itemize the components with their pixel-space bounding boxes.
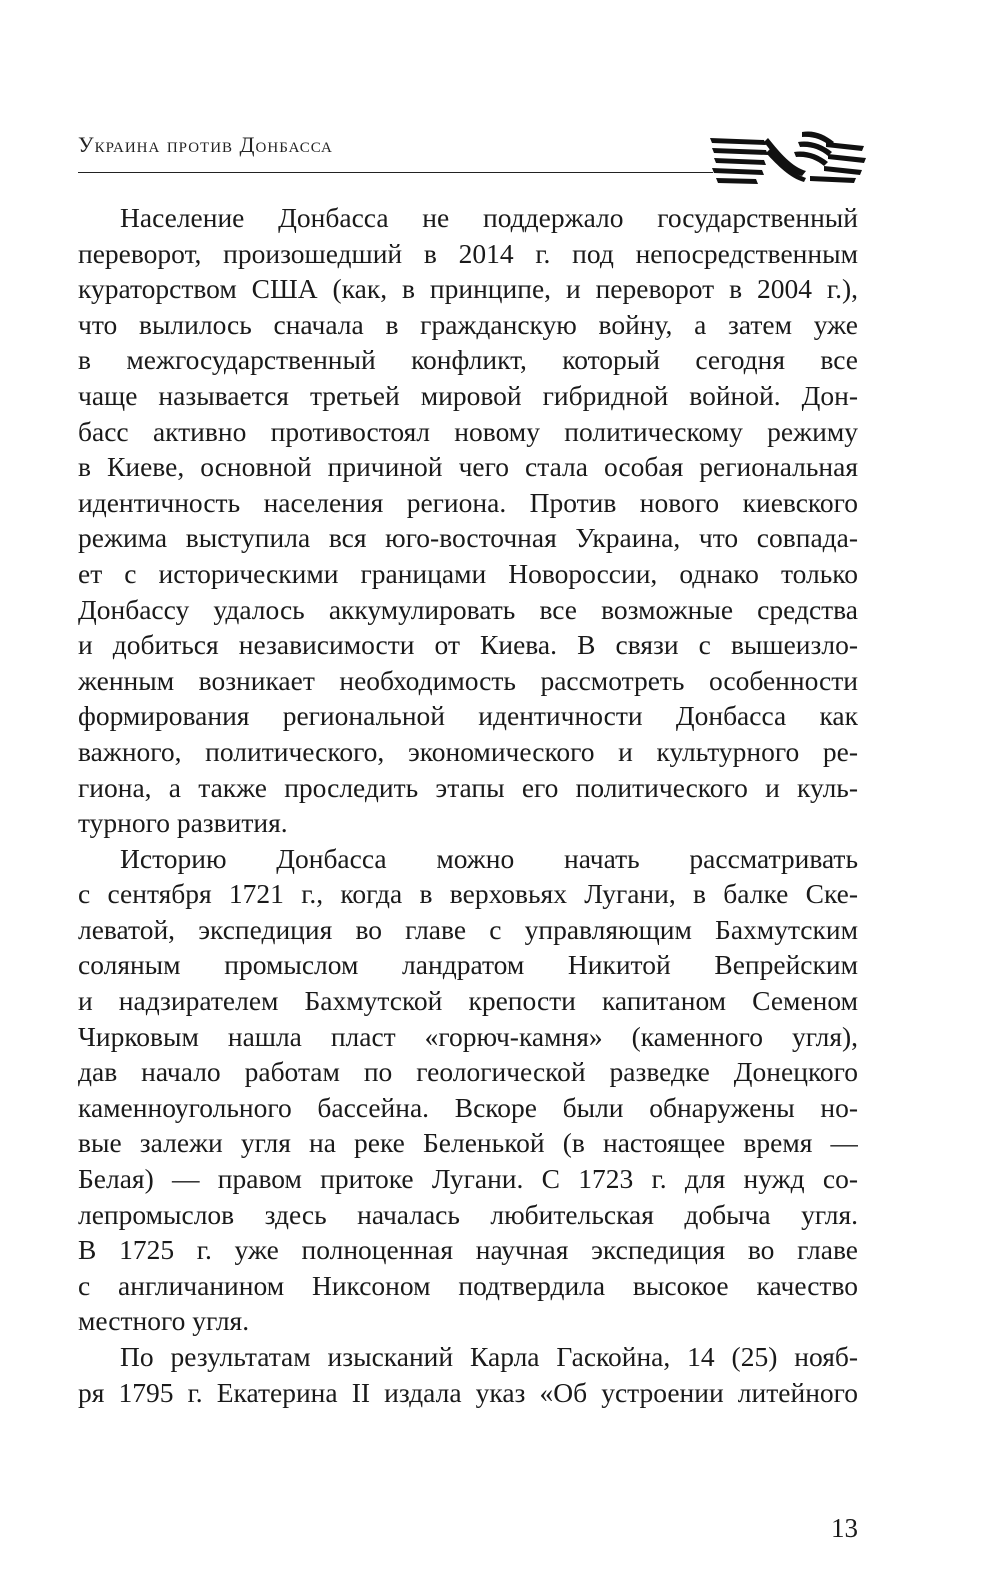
text-line: Население Донбасса не поддержало государственный [120,202,858,233]
text-line: переворот, произошедший в 2014 г. под непосредственным [78,237,858,269]
body-text [78,200,858,1410]
text-line: турного развития. [78,807,288,839]
text-line: дав начало работам по геологической разведке Донецкого [78,1056,858,1088]
text-line: формирования региональной идентичности Донбасса как [78,700,858,732]
text-line: леватой, экспедиция во главе с управляющим Бахмутским [78,913,858,945]
text-line: и добиться независимости от Киева. В связи с вышеизло- [78,629,858,661]
text-line: По результатам изысканий Карла Гаскойна, 14 (25) нояб- [120,1341,858,1372]
text-line: идентичность населения региона. Против нового киевского [78,486,858,518]
text-line: ет с историческими границами Новороссии, однако только [78,557,858,589]
text-line: местного угля. [78,1305,250,1337]
header-rule [78,172,713,173]
text-line: басс активно противостоял новому политическому режиму [78,415,858,447]
text-line: кураторством США (как, в принципе, и переворот в 2004 г.), [78,273,858,305]
text-line: и надзирателем Бахмутской крепости капитаном Семеном [78,985,858,1017]
text-line: с сентября 1721 г., когда в верховьях Лугани, в балке Ске- [78,878,858,910]
text-line: гиона, а также проследить этапы его политического и куль- [78,771,858,803]
text-line: в межгосударственный конфликт, который сегодня все [78,344,858,376]
text-line: Донбассу удалось аккумулировать все возможные средства [78,593,858,625]
text-line: Чирковым нашла пласт «горюч-камня» (каменного угля), [78,1020,858,1052]
running-header-title: Украина против Донбасса [78,132,333,157]
page-number: 13 [831,1513,858,1543]
text-line: соляным промыслом ландратом Никитой Вепрейским [78,949,858,981]
text-line: В 1725 г. уже полноценная научная экспедиция во главе [78,1234,858,1266]
text-line: что вылилось сначала в гражданскую войну, а затем уже [78,308,858,340]
text-line: лепромыслов здесь началась любительская добыча угля. [78,1198,858,1230]
text-line: Историю Донбасса можно начать рассматривать [120,842,858,874]
text-line: Белая) — правом притоке Лугани. С 1723 г. для нужд со- [78,1163,858,1195]
text-line: с англичанином Никсоном подтвердила высокое качество [78,1269,858,1301]
running-header [78,128,868,188]
text-line: ря 1795 г. Екатерина II издала указ «Об устроении литейного [78,1376,858,1408]
text-line: женным возникает необходимость рассмотреть особенности [78,664,858,696]
text-line: вые залежи угля на реке Беленькой (в настоящее время — [78,1127,858,1159]
text-line: каменноугольного бассейна. Вскоре были обнаружены но- [78,1091,858,1123]
text-line: режима выступила вся юго-восточная Украина, что совпада- [78,522,858,554]
text-line: важного, политического, экономического и культурного ре- [78,735,858,767]
st-george-ribbon-icon [706,128,866,188]
text-line: чаще называется третьей мировой гибридной войной. Дон- [78,379,858,411]
text-line: в Киеве, основной причиной чего стала особая региональная [78,451,858,483]
